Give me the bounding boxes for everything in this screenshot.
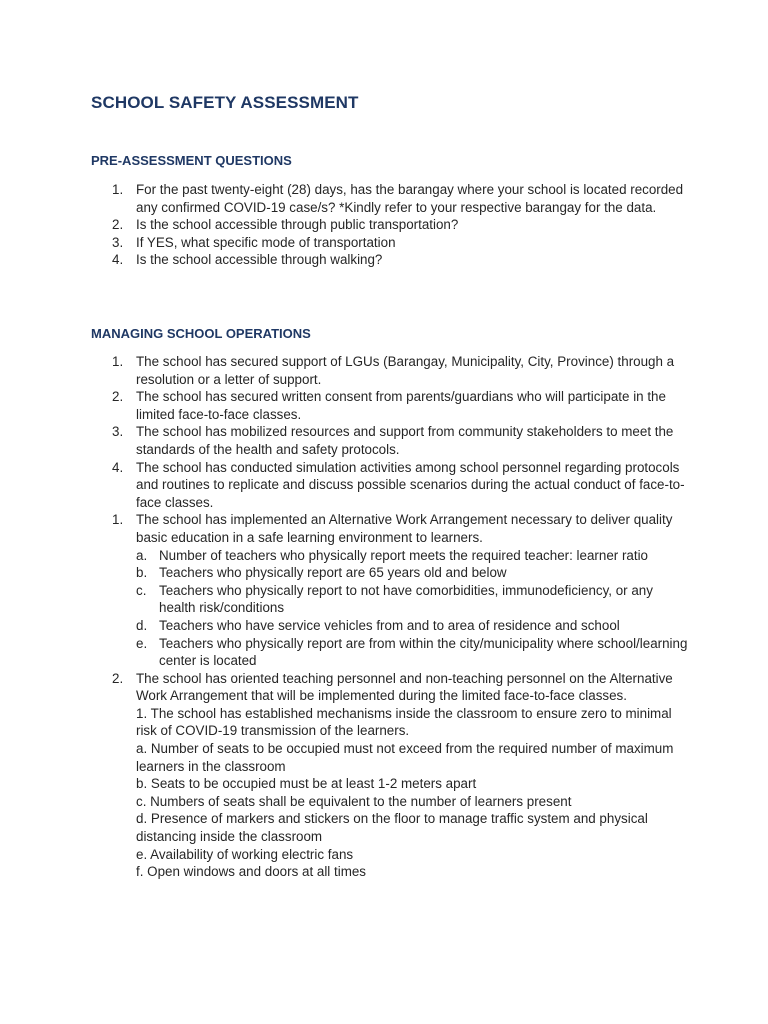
item-text: The school has secured support of LGUs (Barangay, Municipality, City, Province) through a resolution or a letter of support. [136,354,675,387]
list-item [91,216,691,234]
continuation-block [136,705,691,881]
item-number: 2. [112,217,124,233]
sub-item-text: Teachers who physically report are 65 years old and below [159,565,507,581]
continuation-line: d. Presence of markers and stickers on the floor to manage traffic system and physical distancing inside the classroom [136,811,648,845]
sub-list [136,547,691,670]
pre-assessment-heading: PRE-ASSESSMENT QUESTIONS [91,153,292,168]
managing-operations-list [91,353,691,881]
item-number: 3. [112,424,124,440]
sub-list-item [136,582,691,617]
item-number: 4. [112,459,124,475]
item-text: The school has oriented teaching personnel and non-teaching personnel on the Alternative Work Arrangement that will be implemented during the limited face-to-face classes. [136,670,673,704]
item-text: Is the school accessible through walking? [136,252,383,268]
item-number: 1. [112,354,124,369]
item-number: 2. [112,670,124,686]
sub-item-text: Teachers who physically report to not have comorbidities, immunodeficiency, or any health risk/conditions [159,582,653,616]
item-number: 4. [112,252,124,268]
item-text: The school has mobilized resources and support from community stakeholders to meet the standards of the health and safety protocols. [136,424,674,457]
list-item [91,251,691,269]
sub-item-letter: c. [136,582,147,598]
list-item [91,353,691,388]
sub-list-item [136,635,691,670]
item-text: The school has implemented an Alternative Work Arrangement necessary to deliver quality basic education in a safe learning environment to learners. [136,512,673,545]
pre-assessment-list [91,181,691,269]
list-item [91,459,691,512]
item-text: The school has conducted simulation activities among school personnel regarding protocols and routines to replicate and discuss possible scenarios during the actual conduct of face-to-face classes. [136,459,685,510]
continuation-line: a. Number of seats to be occupied must not exceed from the required number of maximum learners in the classroom [136,741,674,774]
item-number: 1. [112,182,124,197]
list-item [91,423,691,458]
sub-item-letter: e. [136,635,148,651]
sub-list-item [136,564,691,582]
list-item [91,511,691,669]
sub-list-item [136,617,691,635]
continuation-line: f. Open windows and doors at all times [136,864,366,880]
sub-item-letter: d. [136,617,148,633]
list-item [91,388,691,423]
continuation-line: 1. The school has established mechanisms inside the classroom to ensure zero to minimal risk of COVID-19 transmission of the learners. [136,705,672,739]
sub-item-letter: b. [136,565,148,581]
sub-item-text: Teachers who physically report are from within the city/municipality where school/learning center is located [159,635,688,669]
list-item [91,234,691,252]
item-text: For the past twenty-eight (28) days, has the barangay where your school is located recorded any confirmed COVID-19 case/s? *Kindly refer to your respective barangay for the data. [136,182,684,215]
continuation-line: e. Availability of working electric fans [136,846,354,862]
item-number: 2. [112,389,124,405]
item-text: Is the school accessible through public transportation? [136,217,459,233]
document-title: SCHOOL SAFETY ASSESSMENT [91,93,359,112]
list-item [91,670,691,881]
sub-item-letter: a. [136,547,148,563]
sub-item-text: Teachers who have service vehicles from and to area of residence and school [159,617,620,633]
managing-operations-heading: MANAGING SCHOOL OPERATIONS [91,326,311,341]
item-number: 3. [112,234,124,250]
list-item [91,181,691,216]
item-text: The school has secured written consent from parents/guardians who will participate in the limited face-to-face classes. [136,389,666,422]
sub-item-text: Number of teachers who physically report meets the required teacher: learner ratio [159,547,648,563]
item-number: 1. [112,512,124,528]
continuation-line: c. Numbers of seats shall be equivalent to the number of learners present [136,793,572,809]
item-text: If YES, what specific mode of transportation [136,234,396,250]
continuation-line: b. Seats to be occupied must be at least 1-2 meters apart [136,776,477,792]
sub-list-item [136,547,691,565]
